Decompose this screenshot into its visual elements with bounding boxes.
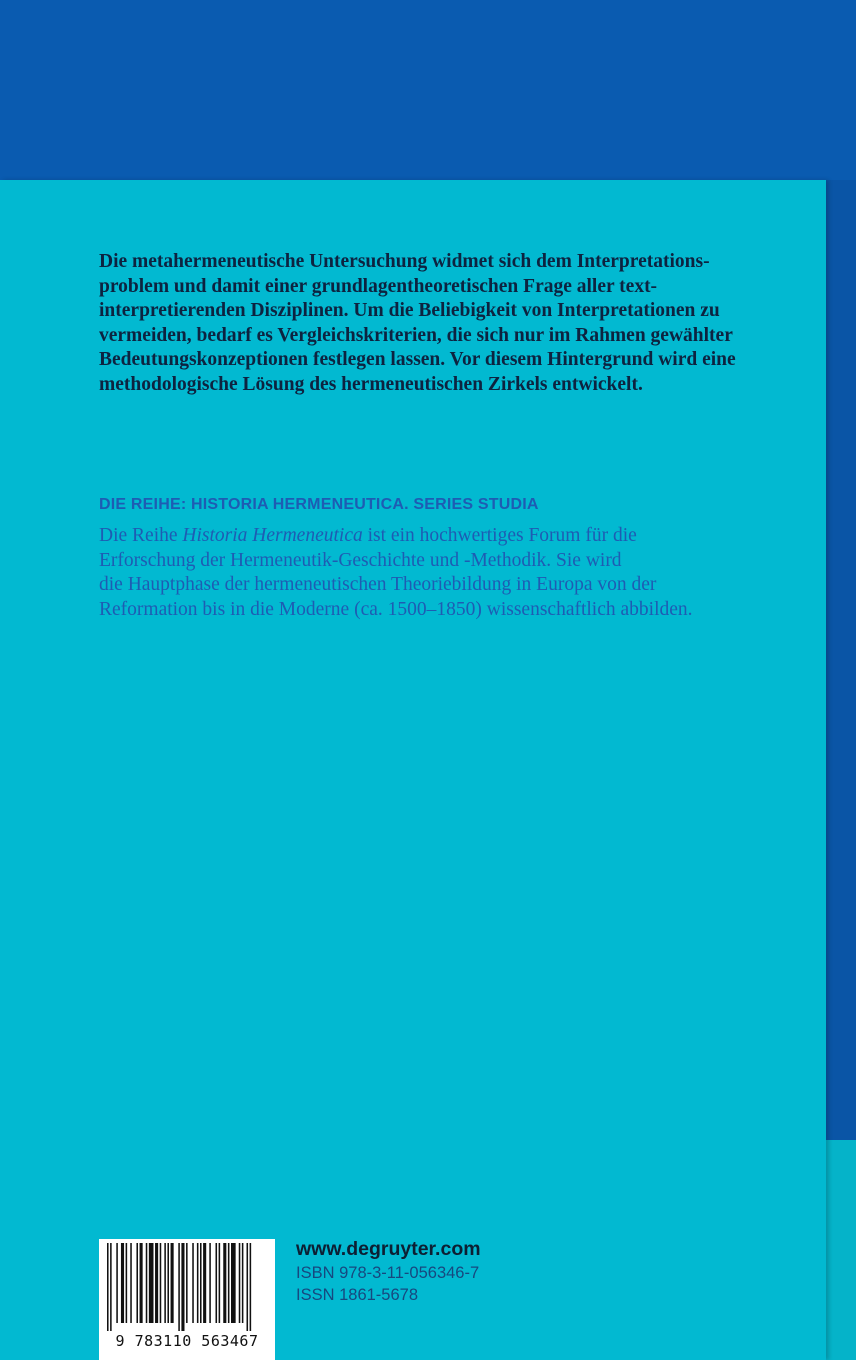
barcode-bar (223, 1243, 226, 1323)
abstract-line: problem und damit einer grundlagentheoretischen Frage aller text- (99, 275, 658, 297)
barcode-bar (160, 1243, 162, 1323)
barcode-bar (146, 1243, 148, 1323)
series-line-end: ist ein hochwertiges Forum für die (362, 525, 637, 546)
barcode-bar (126, 1243, 128, 1323)
series-line: Reformation bis in die Moderne (ca. 1500–1850) wissenschaftlich abbilden. (99, 598, 693, 620)
barcode-bar (116, 1243, 118, 1323)
barcode-bar (155, 1243, 158, 1323)
barcode-bar (209, 1243, 211, 1323)
barcode-bar (130, 1243, 132, 1323)
barcode-bar (250, 1243, 252, 1331)
abstract-line: Bedeutungskonzeptionen festlegen lassen. Vor diesem Hintergrund wird eine (99, 349, 736, 371)
barcode-bar (164, 1243, 166, 1323)
series-title-italic: Historia Hermeneutica (182, 525, 363, 546)
series-description (99, 524, 779, 622)
back-cover-panel (0, 180, 826, 1360)
isbn-barcode (99, 1239, 275, 1360)
abstract-line: Die metahermeneutische Untersuchung widmet sich dem Interpretations- (99, 251, 710, 272)
barcode-bar (167, 1243, 169, 1323)
barcode-bar (107, 1243, 109, 1331)
series-line: die Hauptphase der hermeneutischen Theoriebildung in Europa von der (99, 574, 657, 596)
barcode-bar (242, 1243, 244, 1323)
isbn-number: ISBN 978-3-11-056346-7 (296, 1264, 480, 1282)
barcode-bar (247, 1243, 249, 1331)
barcode-bar (231, 1243, 236, 1323)
barcode-bar (140, 1243, 143, 1323)
barcode-bar (149, 1243, 154, 1323)
cover-right-strip (826, 180, 856, 1140)
abstract-line: interpretierenden Disziplinen. Um die Beliebigkeit von Interpretationen zu (99, 300, 720, 322)
abstract-line: vermeiden, bedarf es Vergleichskriterien, die sich nur im Rahmen gewählter (99, 324, 733, 346)
book-abstract (99, 250, 759, 398)
series-heading: DIE REIHE: HISTORIA HERMENEUTICA. SERIES STUDIA (99, 496, 539, 513)
barcode-bar (216, 1243, 218, 1323)
barcode-bar (110, 1243, 112, 1331)
barcode-bar (181, 1243, 184, 1331)
cover-top-band (0, 0, 856, 180)
barcode-bar (200, 1243, 202, 1323)
barcode-bar (136, 1243, 138, 1323)
series-line: Erforschung der Hermeneutik-Geschichte und -Methodik. Sie wird (99, 549, 622, 571)
barcode-digits: 9 783110 563467 (115, 1332, 259, 1350)
barcode-bar (171, 1243, 174, 1323)
barcode-bar (197, 1243, 199, 1323)
abstract-line: methodologische Lösung des hermeneutischen Zirkels entwickelt. (99, 373, 643, 395)
barcode-bar (203, 1243, 206, 1323)
barcode-bar (186, 1243, 188, 1323)
series-line-start: Die Reihe (99, 525, 183, 546)
series-line (99, 524, 779, 549)
barcode-bars (105, 1243, 269, 1331)
barcode-bar (228, 1243, 230, 1323)
barcode-bar (178, 1243, 180, 1331)
barcode-bar (219, 1243, 221, 1323)
barcode-bar (121, 1243, 124, 1323)
barcode-bar (192, 1243, 194, 1323)
issn-number: ISSN 1861-5678 (296, 1286, 419, 1304)
barcode-bar (239, 1243, 241, 1323)
cover-right-strip-lower (826, 1140, 856, 1360)
publisher-website-link[interactable]: www.degruyter.com (296, 1238, 481, 1260)
